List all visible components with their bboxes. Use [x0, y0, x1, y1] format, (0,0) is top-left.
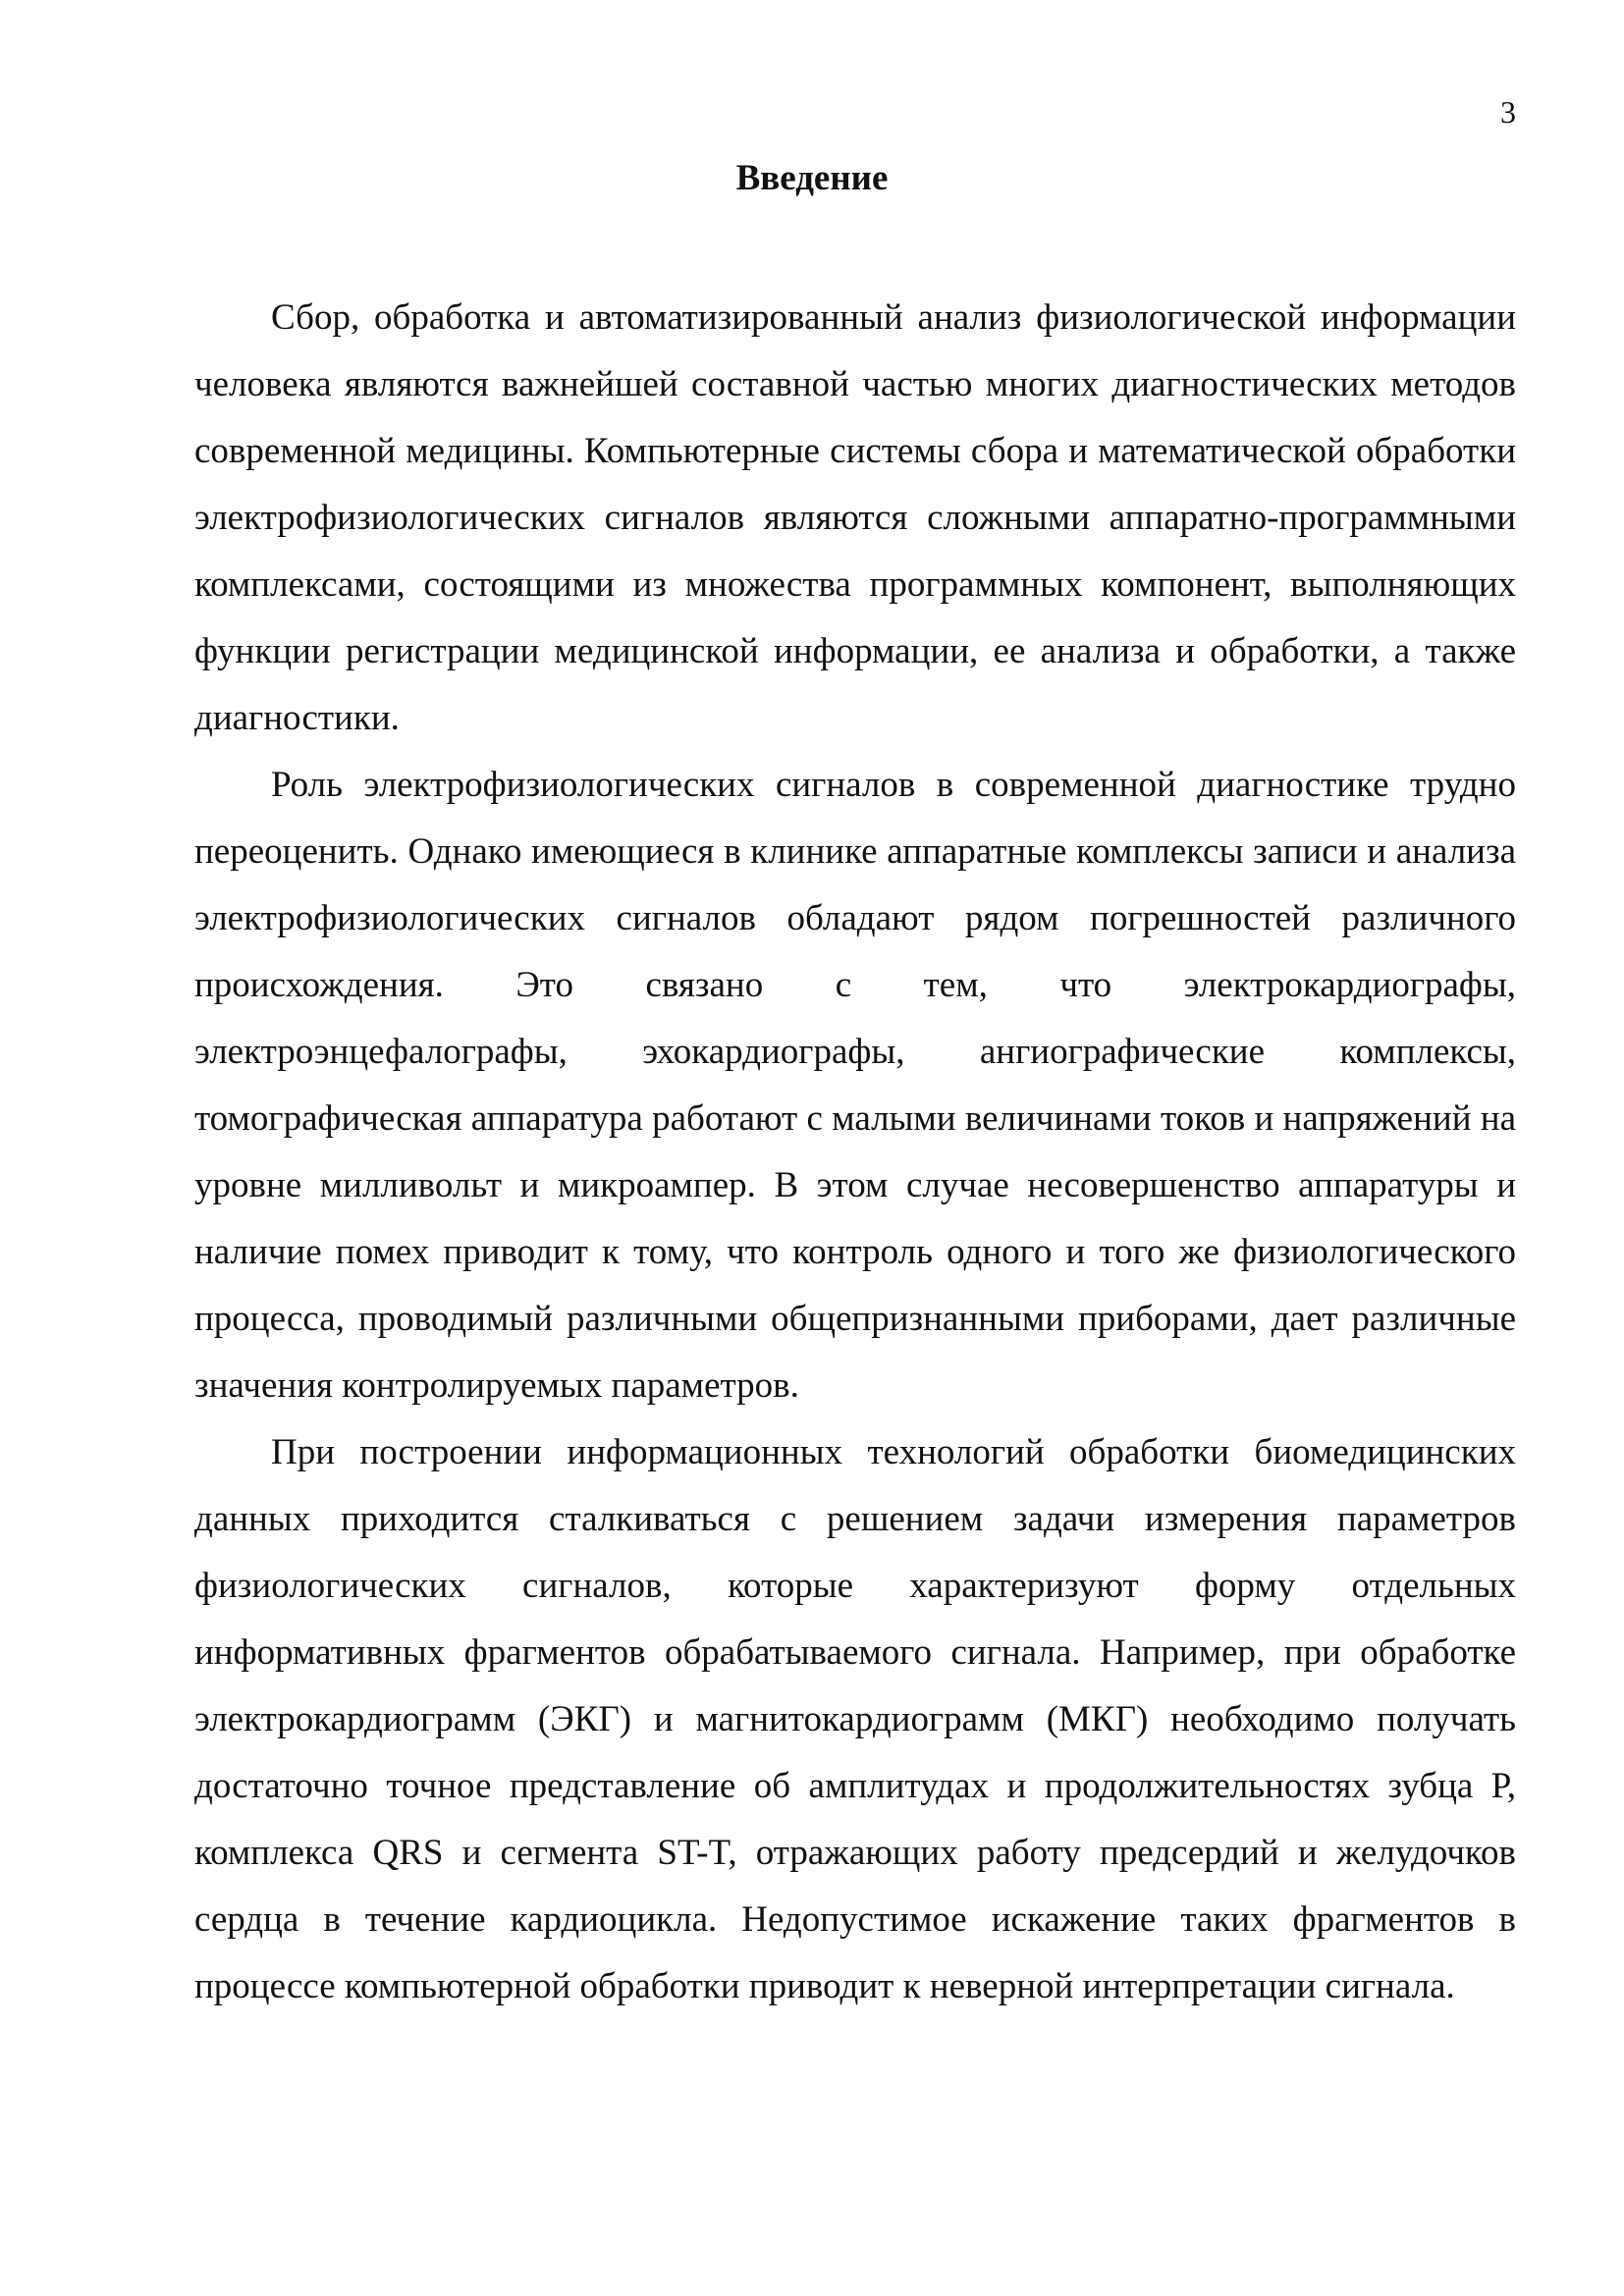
page-number: 3 — [1500, 94, 1516, 130]
body-text — [194, 285, 1516, 2020]
page-title: Введение — [735, 158, 889, 198]
paragraph-1: Сбор, обработка и автоматизированный анализ физиологической информации человека являются важнейшей составной частью многих диагностических методов современной медицины. Компьютерные системы сбора и математической обработки электрофизиологических сигналов являются сложными аппаратно-программными комплексами, состоящими из множества программных компонент, выполняющих функции регистрации медицинской информации, ее анализа и обработки, а также диагностики. — [194, 297, 1516, 738]
paragraph-3: При построении информационных технологий обработки биомедицинских данных приходится сталкиваться с решением задачи измерения параметров физиологических сигналов, которые характеризуют форму отдельных информативных фрагментов обрабатываемого сигнала. Например, при обработке электрокардиограмм (ЭКГ) и магнитокардиограмм (МКГ) необходимо получать достаточно точное представление об амплитудах и продолжительностях зубца Р, комплекса QRS и сегмента ST-T, отражающих работу предсердий и желудочков сердца в течение кардиоцикла. Недопустимое искажение таких фрагментов в процессе компьютерной обработки приводит к неверной интерпретации сигнала. — [194, 1432, 1516, 2006]
paragraph-2: Роль электрофизиологических сигналов в современной диагностике трудно переоценить. Однако имеющиеся в клинике аппаратные комплексы записи и анализа электрофизиологических сигналов обладают рядом погрешностей различного происхождения. Это связано с тем, что электрокардиографы, электроэнцефалографы, эхокардиографы, ангиографические комплексы, томографическая аппаратура работают с малыми величинами токов и напряжений на уровне милливольт и микроампер. В этом случае несовершенство аппаратуры и наличие помех приводит к тому, что контроль одного и того же физиологического процесса, проводимый различными общепризнанными приборами, дает различные значения контролируемых параметров. — [194, 765, 1516, 1406]
